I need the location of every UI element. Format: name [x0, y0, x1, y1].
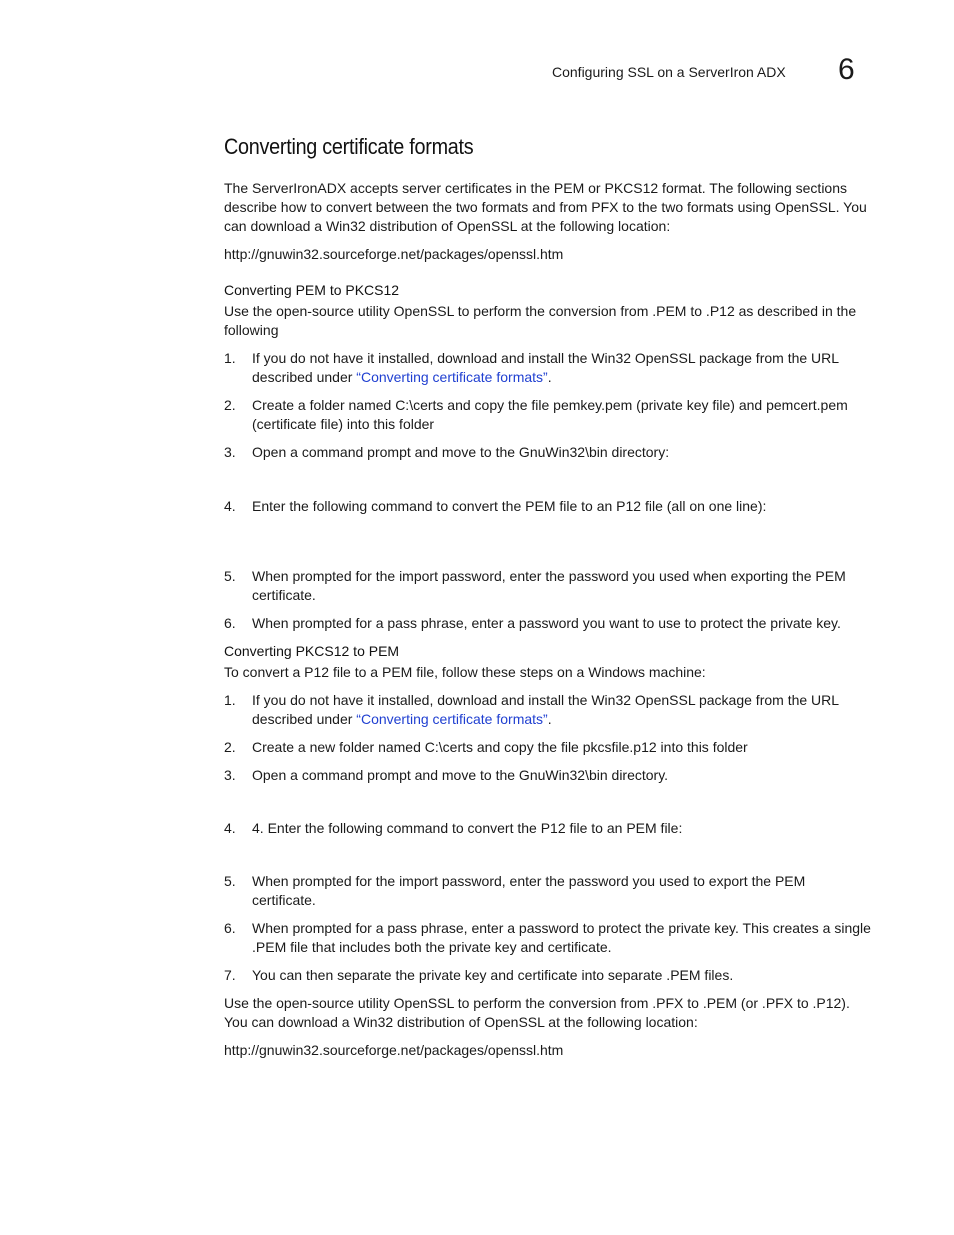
step-text: When prompted for the import password, enter the password you used when exporting the PEM certificate. [252, 568, 846, 603]
step-text: Create a folder named C:\certs and copy the file pemkey.pem (private key file) and pemcert.pem (certificate file) into this folder [252, 397, 848, 432]
step-text: Enter the following command to convert the PEM file to an P12 file (all on one line): [252, 498, 767, 514]
steps-list-pkcs12-to-pem [224, 691, 872, 985]
list-item [224, 872, 872, 910]
list-item [224, 919, 872, 957]
list-item [224, 497, 872, 516]
openssl-url: http://gnuwin32.sourceforge.net/packages/openssl.htm [224, 246, 564, 262]
subsection-intro-pkcs12-to-pem: To convert a P12 file to a PEM file, follow these steps on a Windows machine: [224, 664, 706, 680]
step-number: 6. [224, 615, 236, 631]
subsection-heading-pkcs12-to-pem: Converting PKCS12 to PEM [224, 643, 400, 659]
list-item [224, 738, 872, 757]
list-item [224, 567, 872, 605]
step-text: You can then separate the private key and certificate into separate .PEM files. [252, 967, 734, 983]
list-item [224, 819, 872, 838]
step-text: When prompted for a pass phrase, enter a password to protect the private key. This creates a single .PEM file that includes both the private key and certificate. [252, 920, 871, 955]
step-number: 1. [224, 692, 236, 708]
subsection-heading-pem-to-pkcs12: Converting PEM to PKCS12 [224, 282, 400, 298]
step-text: When prompted for a pass phrase, enter a password you want to use to protect the private key. [252, 615, 841, 631]
page-content [224, 132, 872, 1069]
step-text: Open a command prompt and move to the GnuWin32\bin directory. [252, 767, 669, 783]
step-number: 3. [224, 444, 236, 460]
step-number: 5. [224, 873, 236, 889]
step-number: 3. [224, 767, 236, 783]
step-text: Create a new folder named C:\certs and copy the file pkcsfile.p12 into this folder [252, 739, 748, 755]
step-text: 4. Enter the following command to convert the P12 file to an PEM file: [252, 820, 683, 836]
step-number: 7. [224, 967, 236, 983]
step-text-end: . [547, 711, 552, 727]
closing-paragraph: Use the open-source utility OpenSSL to perform the conversion from .PFX to .PEM (or .PFX to .P12). You can download a Win32 distribution of OpenSSL at the following location: [224, 995, 850, 1030]
chapter-number: 6 [838, 53, 855, 86]
openssl-url: http://gnuwin32.sourceforge.net/packages/openssl.htm [224, 1042, 564, 1058]
section-intro: The ServerIronADX accepts server certificates in the PEM or PKCS12 format. The following sections describe how to convert between the two formats and from PFX to the two formats using OpenSSL. You can download a Win32 distribution of OpenSSL at the following location: [224, 180, 867, 234]
step-text: If you do not have it installed, download and install the Win32 OpenSSL package from the URL described under [252, 350, 839, 385]
step-text-end: . [547, 369, 552, 385]
list-item [224, 443, 872, 462]
cross-reference-link[interactable]: “Converting certificate formats” [356, 711, 548, 727]
subsection-intro-pem-to-pkcs12: Use the open-source utility OpenSSL to perform the conversion from .PEM to .P12 as described in the following [224, 303, 857, 338]
list-item [224, 349, 872, 387]
step-number: 2. [224, 739, 236, 755]
list-item [224, 691, 872, 729]
list-item [224, 396, 872, 434]
cross-reference-link[interactable]: “Converting certificate formats” [356, 369, 548, 385]
step-number: 4. [224, 820, 236, 836]
step-number: 5. [224, 568, 236, 584]
section-title: Converting certificate formats [224, 134, 474, 159]
running-header-title: Configuring SSL on a ServerIron ADX [552, 64, 786, 80]
step-number: 2. [224, 397, 236, 413]
step-number: 1. [224, 350, 236, 366]
list-item [224, 614, 872, 633]
list-item [224, 966, 872, 985]
step-text: If you do not have it installed, download and install the Win32 OpenSSL package from the URL described under [252, 692, 839, 727]
list-item [224, 766, 872, 785]
step-text: Open a command prompt and move to the GnuWin32\bin directory: [252, 444, 670, 460]
step-number: 4. [224, 498, 236, 514]
step-text: When prompted for the import password, enter the password you used to export the PEM certificate. [252, 873, 806, 908]
steps-list-pem-to-pkcs12 [224, 349, 872, 633]
step-number: 6. [224, 920, 236, 936]
